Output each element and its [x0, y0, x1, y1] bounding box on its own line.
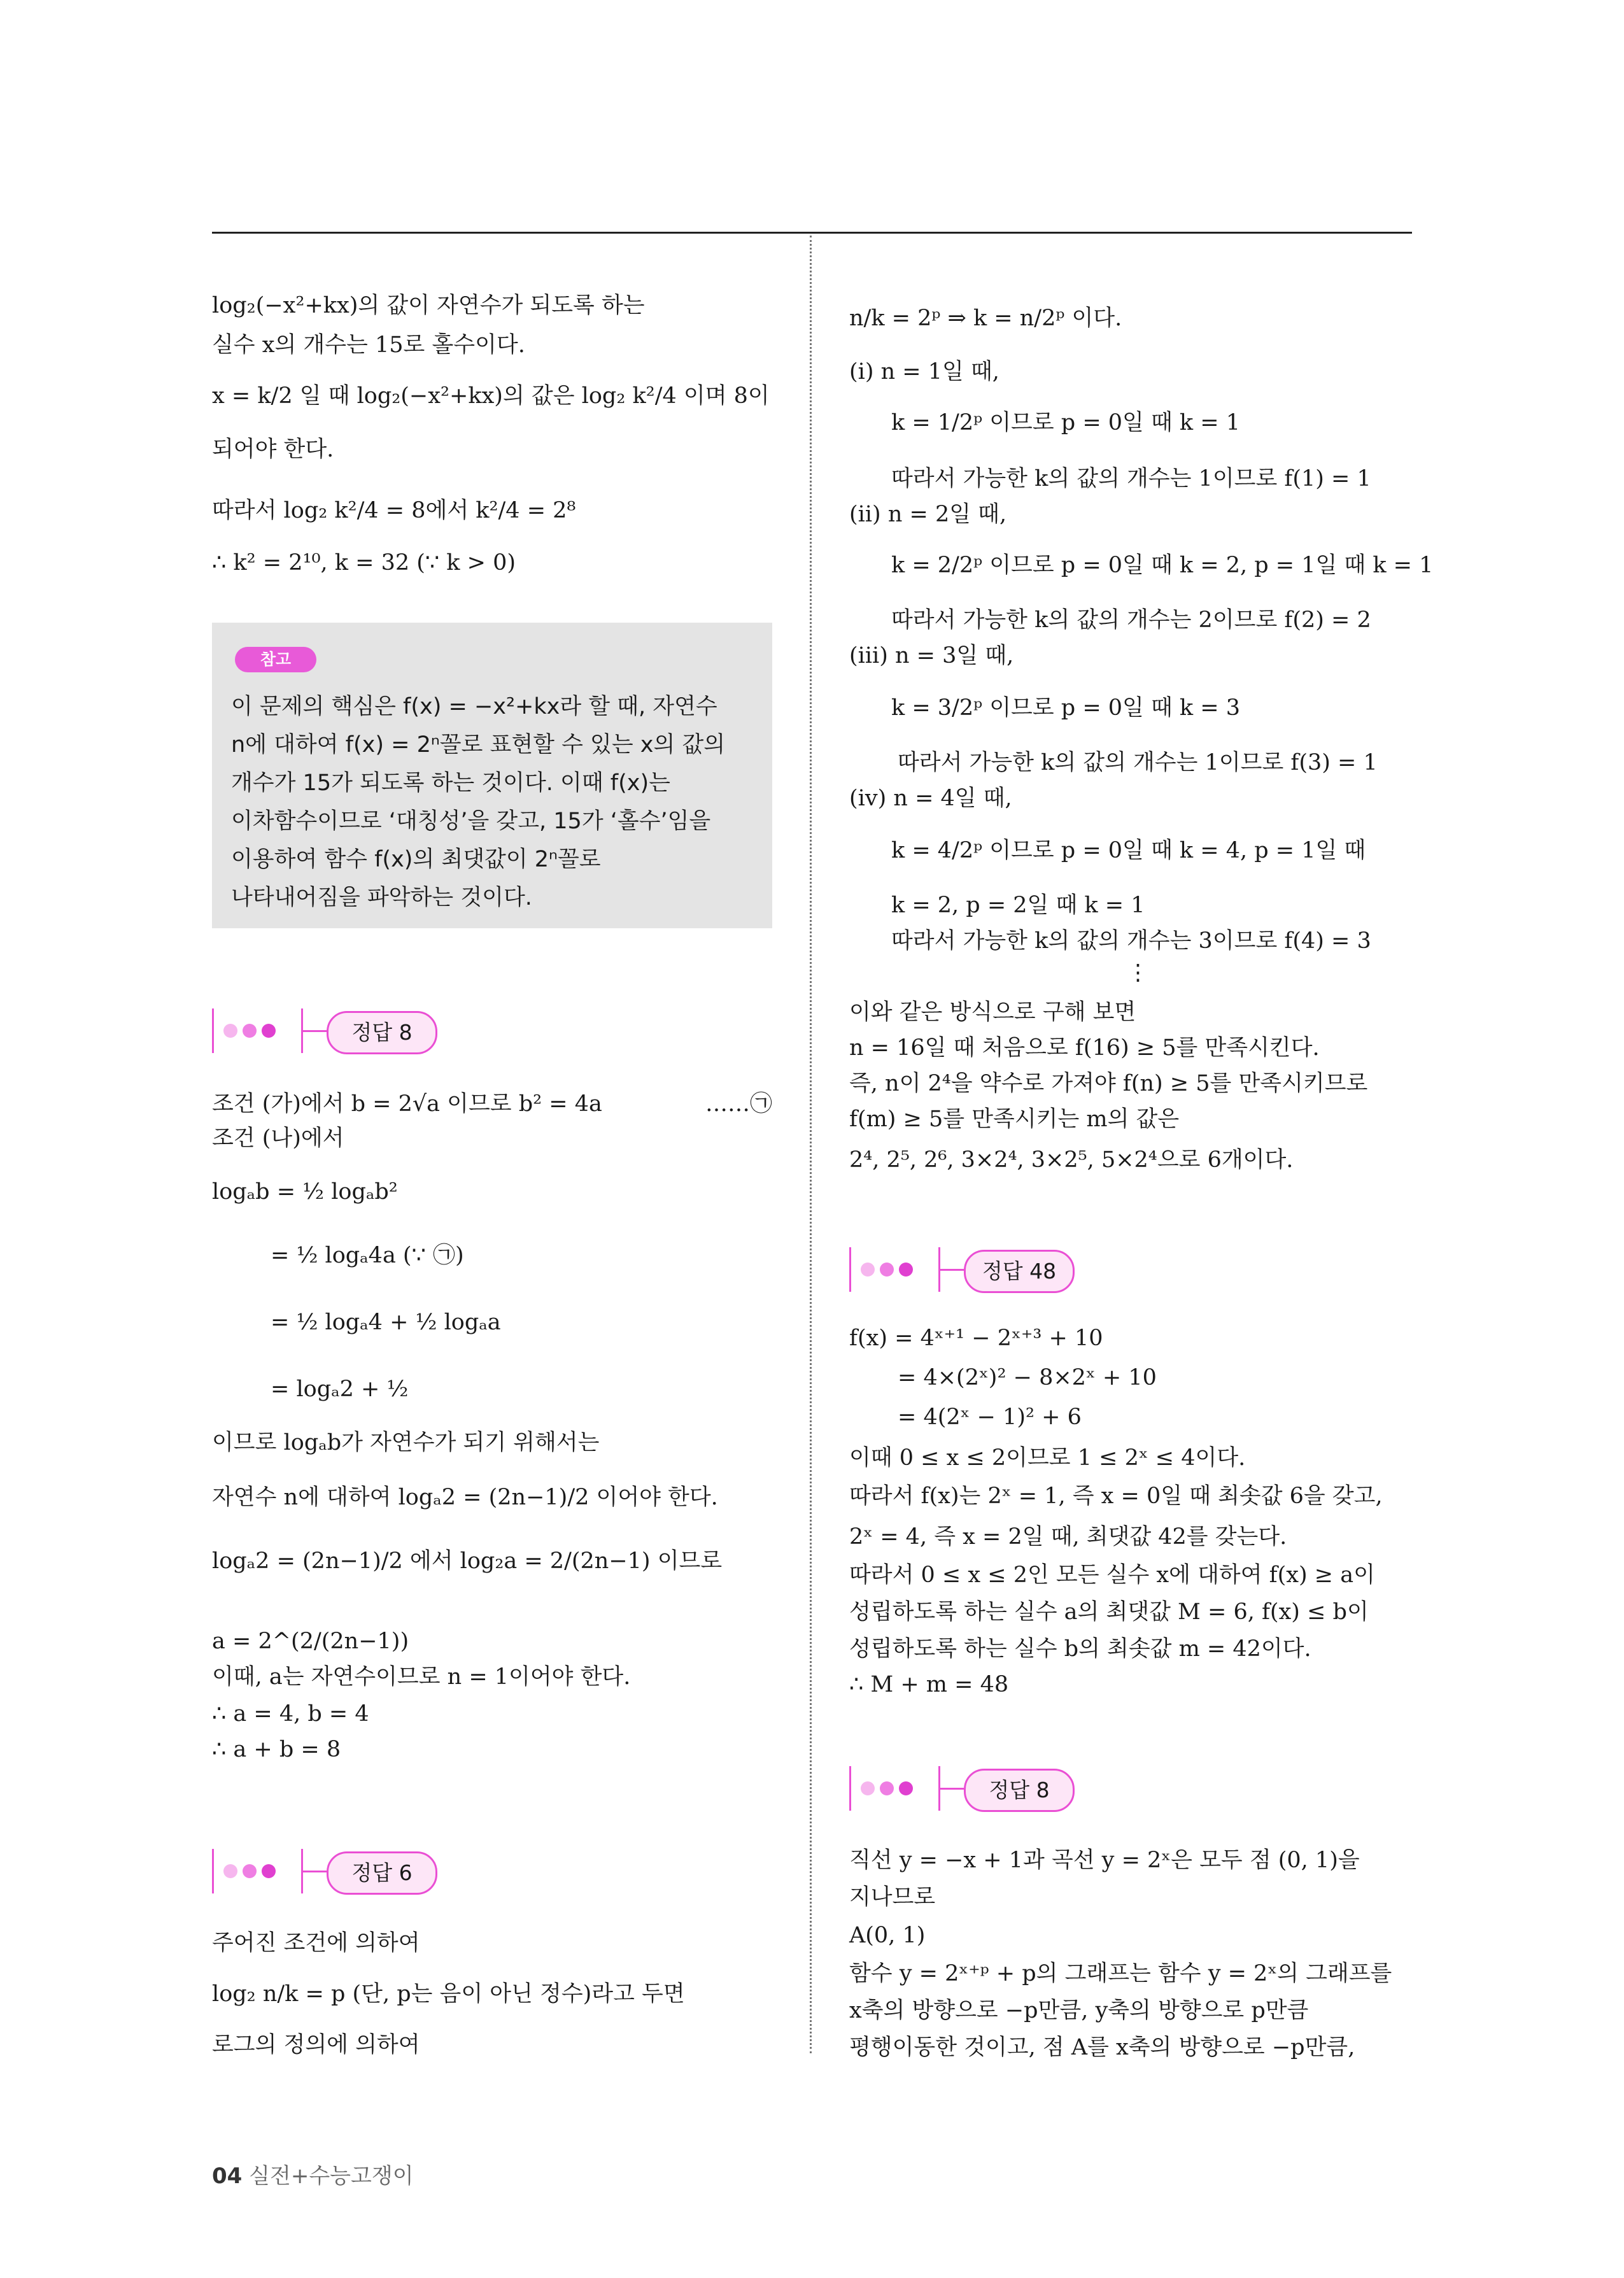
note-line: 개수가 15가 되도록 하는 것이다. 이때 f(x)는: [231, 770, 670, 796]
text-line: 주어진 조건에 의하여: [212, 1930, 420, 1956]
answer-label: 정답 8: [964, 1769, 1075, 1812]
text-line: 따라서 가능한 k의 값의 개수는 1이므로 f(3) = 1: [898, 750, 1378, 775]
answer-header-6: [212, 1846, 479, 1897]
text-line: = 4(2ˣ − 1)² + 6: [898, 1404, 1082, 1430]
note-line: 이차함수이므로 ‘대칭성’을 갖고, 15가 ‘홀수’임을: [231, 809, 711, 834]
text-line: 따라서 log₂ k²/4 = 8에서 k²/4 = 2⁸: [212, 498, 576, 523]
text-line: 성립하도록 하는 실수 a의 최댓값 M = 6, f(x) ≤ b이: [849, 1599, 1369, 1625]
text-line: = ½ logₐ4a (∵ ㉠): [271, 1243, 464, 1268]
text-line: n/k = 2ᵖ ⇒ k = n/2ᵖ 이다.: [849, 306, 1122, 331]
text-line: 조건 (가)에서 b = 2√a 이므로 b² = 4a: [212, 1091, 602, 1117]
dot-icon: [223, 1024, 237, 1038]
text-line: 로그의 정의에 의하여: [212, 2032, 420, 2058]
note-line: n에 대하여 f(x) = 2ⁿ꼴로 표현할 수 있는 x의 값의: [231, 732, 726, 758]
page-footer: [212, 2158, 414, 2190]
dot-icon: [861, 1263, 875, 1277]
text-line: 직선 y = −x + 1과 곡선 y = 2ˣ은 모두 점 (0, 1)을: [849, 1848, 1360, 1873]
text-line: k = 3/2ᵖ 이므로 p = 0일 때 k = 3: [891, 695, 1240, 721]
text-line: a = 2^(2/(2n−1)): [212, 1629, 409, 1654]
equation-mark: ……㉠: [705, 1091, 773, 1117]
note-line: 이 문제의 핵심은 f(x) = −x²+kx라 할 때, 자연수: [231, 694, 717, 719]
text-line: log₂(−x²+kx)의 값이 자연수가 되도록 하는: [212, 293, 645, 318]
text-line: = ½ logₐ4 + ½ logₐa: [271, 1310, 501, 1335]
text-line: A(0, 1): [849, 1923, 926, 1948]
text-line: 이와 같은 방식으로 구해 보면: [849, 1000, 1136, 1025]
text-line: f(m) ≥ 5를 만족시키는 m의 값은: [849, 1107, 1180, 1132]
text-line: 따라서 가능한 k의 값의 개수는 1이므로 f(1) = 1: [891, 466, 1371, 492]
dot-icon: [243, 1864, 257, 1878]
dot-icon: [262, 1024, 276, 1038]
top-rule: [212, 232, 1412, 234]
text-line: 되어야 한다.: [212, 437, 334, 462]
dot-icon: [861, 1781, 875, 1795]
text-line: 이때, a는 자연수이므로 n = 1이어야 한다.: [212, 1664, 631, 1690]
dot-icon: [899, 1781, 913, 1795]
text-line: k = 2, p = 2일 때 k = 1: [891, 893, 1145, 918]
dot-icon: [223, 1864, 237, 1878]
text-line: x축의 방향으로 −p만큼, y축의 방향으로 p만큼: [849, 1998, 1309, 2023]
note-line: 이용하여 함수 f(x)의 최댓값이 2ⁿ꼴로: [231, 847, 601, 872]
text-line: (ⅰ) n = 1일 때,: [849, 359, 999, 385]
text-line: ∴ a + b = 8: [212, 1737, 341, 1762]
text-line: 함수 y = 2ˣ⁺ᵖ + p의 그래프는 함수 y = 2ˣ의 그래프를: [849, 1961, 1392, 1986]
column-separator: [810, 236, 812, 2053]
text-line: 따라서 가능한 k의 값의 개수는 3이므로 f(4) = 3: [891, 928, 1371, 954]
text-line: 자연수 n에 대하여 logₐ2 = (2n−1)/2 이어야 한다.: [212, 1485, 718, 1510]
answer-header-48: [849, 1245, 1117, 1296]
text-line: logₐb = ½ logₐb²: [212, 1179, 398, 1205]
text-line: 실수 x의 개수는 15로 홀수이다.: [212, 332, 525, 358]
text-line: = logₐ2 + ½: [271, 1376, 409, 1402]
text-line: (ⅳ) n = 4일 때,: [849, 786, 1012, 811]
dot-icon: [899, 1263, 913, 1277]
text-line: 평행이동한 것이고, 점 A를 x축의 방향으로 −p만큼,: [849, 2035, 1355, 2060]
dot-icon: [880, 1263, 894, 1277]
text-line: log₂ n/k = p (단, p는 음이 아닌 정수)라고 두면: [212, 1981, 685, 2007]
answer-header-8: [212, 1006, 479, 1057]
text-line: f(x) = 4ˣ⁺¹ − 2ˣ⁺³ + 10: [849, 1326, 1103, 1351]
text-line: ⋮: [1127, 960, 1149, 986]
text-line: 즉, n이 2⁴을 약수로 가져야 f(n) ≥ 5를 만족시키므로: [849, 1071, 1368, 1096]
reference-note-box: [212, 623, 772, 928]
answer-label: 정답 6: [327, 1851, 437, 1895]
text-line: 따라서 0 ≤ x ≤ 2인 모든 실수 x에 대하여 f(x) ≥ a이: [849, 1562, 1375, 1588]
dot-icon: [262, 1864, 276, 1878]
text-line: k = 2/2ᵖ 이므로 p = 0일 때 k = 2, p = 1일 때 k = 1: [891, 553, 1434, 578]
text-line: k = 4/2ᵖ 이므로 p = 0일 때 k = 4, p = 1일 때: [891, 838, 1366, 863]
text-line: k = 1/2ᵖ 이므로 p = 0일 때 k = 1: [891, 410, 1240, 435]
note-line: 나타내어짐을 파악하는 것이다.: [231, 885, 532, 910]
dot-icon: [243, 1024, 257, 1038]
note-tag: 참고: [235, 647, 316, 672]
text-line: = 4×(2ˣ)² − 8×2ˣ + 10: [898, 1365, 1157, 1390]
text-line: ∴ k² = 2¹⁰, k = 32 (∵ k > 0): [212, 550, 516, 576]
text-line: x = k/2 일 때 log₂(−x²+kx)의 값은 log₂ k²/4 이며 8이: [212, 383, 770, 409]
text-line: 이때 0 ≤ x ≤ 2이므로 1 ≤ 2ˣ ≤ 4이다.: [849, 1445, 1246, 1471]
text-line: ∴ a = 4, b = 4: [212, 1701, 369, 1727]
text-line: 지나므로: [849, 1885, 936, 1910]
text-line: 따라서 가능한 k의 값의 개수는 2이므로 f(2) = 2: [891, 607, 1371, 633]
text-line: (ⅱ) n = 2일 때,: [849, 502, 1007, 527]
text-line: 조건 (나)에서: [212, 1126, 344, 1151]
text-line: 이므로 logₐb가 자연수가 되기 위해서는: [212, 1430, 600, 1455]
text-line: 2⁴, 2⁵, 2⁶, 3×2⁴, 3×2⁵, 5×2⁴으로 6개이다.: [849, 1147, 1294, 1173]
text-line: ∴ M + m = 48: [849, 1672, 1009, 1697]
text-line: (ⅲ) n = 3일 때,: [849, 643, 1014, 669]
text-line: n = 16일 때 처음으로 f(16) ≥ 5를 만족시킨다.: [849, 1035, 1320, 1061]
answer-label: 정답 48: [964, 1250, 1075, 1293]
dot-icon: [880, 1781, 894, 1795]
book-title: 실전+수능고쟁이: [249, 2163, 414, 2189]
page-number: 04: [212, 2163, 243, 2189]
text-line: 따라서 f(x)는 2ˣ = 1, 즉 x = 0일 때 최솟값 6을 갖고,: [849, 1483, 1383, 1509]
text-line: 성립하도록 하는 실수 b의 최솟값 m = 42이다.: [849, 1636, 1311, 1662]
text-line: 2ˣ = 4, 즉 x = 2일 때, 최댓값 42를 갖는다.: [849, 1524, 1287, 1550]
text-line: logₐ2 = (2n−1)/2 에서 log₂a = 2/(2n−1) 이므로: [212, 1548, 723, 1574]
answer-label: 정답 8: [327, 1011, 437, 1054]
answer-header-8b: [849, 1764, 1117, 1815]
